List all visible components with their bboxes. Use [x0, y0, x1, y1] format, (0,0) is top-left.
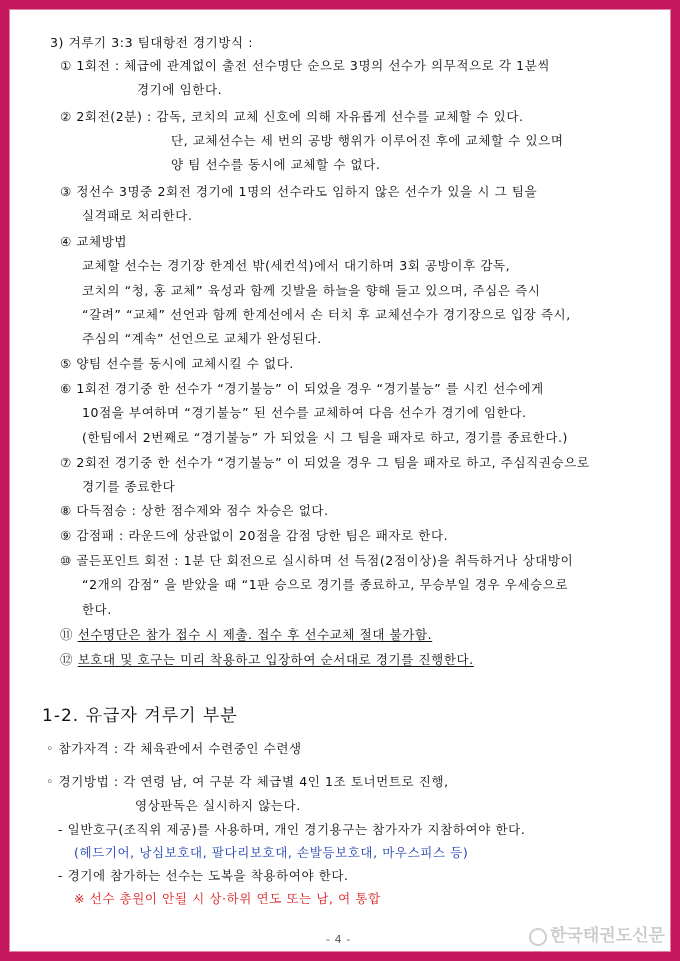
rule-4-title: ④ 교체방법 [60, 234, 128, 249]
qualification: ◦ 참가자격 : 각 체육관에서 수련중인 수련생 [46, 741, 302, 756]
rule-5: ⑤ 양팀 선수를 동시에 교체시킬 수 없다. [60, 356, 294, 371]
detail-1: - 일반호구(조직위 제공)를 사용하며, 개인 경기용구는 참가자가 지참하여야 한다. [58, 822, 526, 837]
rule-10-line-2: “2개의 감점” 을 받았을 때 “1판 승으로 경기를 종료하고, 무승부일 경우 우세승으로 [82, 577, 569, 592]
rule-7-line-2: 경기를 종료한다 [82, 479, 176, 494]
rule-3-line-2: 실격패로 처리한다. [82, 208, 193, 223]
note: ※ 선수 총원이 안될 시 상·하위 연도 또는 남, 여 통합 [74, 891, 381, 906]
rule-12-number: ⑫ [60, 652, 74, 667]
rule-1-line-1: ① 1회전 : 체급에 관계없이 출전 선수명단 순으로 3명의 선수가 의무적으로 각 1분씩 [60, 58, 551, 73]
rule-12-text: 보호대 및 호구는 미리 착용하고 입장하여 순서대로 경기를 진행한다. [77, 652, 474, 667]
rule-8: ⑧ 다득점승 : 상한 점수제와 점수 차승은 없다. [60, 503, 329, 518]
rule-10-line-3: 한다. [82, 602, 112, 617]
rule-4-line-4: 주심의 “계속” 선언으로 교체가 완성된다. [82, 331, 322, 346]
rule-2-line-1: ② 2회전(2분) : 감독, 코치의 교체 신호에 의해 자유롭게 선수를 교체할 수 있다. [60, 109, 524, 124]
rule-2-line-3: 양 팀 선수를 동시에 교체할 수 없다. [171, 157, 381, 172]
rule-4-line-2: 코치의 “청, 홍 교체” 육성과 함께 깃발을 하늘을 향해 들고 있으며, 주심은 즉시 [82, 283, 541, 298]
rule-7-line-1: ⑦ 2회전 경기중 한 선수가 “경기불능” 이 되었을 경우 그 팀을 패자로 하고, 주심직권승으로 [60, 455, 590, 470]
rule-3-line-1: ③ 정선수 3명중 2회전 경기에 1명의 선수라도 임하지 않은 선수가 있을 시 그 팀을 [60, 184, 538, 199]
rule-4-line-3: “갈려” “교체” 선언과 함께 한계선에서 손 터치 후 교체선수가 경기장으로 입장 즉시, [82, 307, 571, 322]
rule-9: ⑨ 감점패 : 라운드에 상관없이 20점을 감점 당한 팀은 패자로 한다. [60, 528, 449, 543]
rule-11-text: 선수명단은 참가 접수 시 제출. 접수 후 선수교체 절대 불가함. [77, 627, 433, 642]
section3-title: 3) 겨루기 3:3 팀대항전 경기방식 : [50, 35, 254, 50]
method-line-1: ◦ 경기방법 : 각 연령 남, 여 구분 각 체급별 4인 1조 토너먼트로 진행, [46, 774, 449, 789]
section-heading: 1-2. 유급자 겨루기 부분 [42, 706, 238, 726]
page-number: - 4 - [326, 933, 351, 946]
rule-11 [60, 627, 432, 643]
detail-2: - 경기에 참가하는 선수는 도복을 착용하여야 한다. [58, 868, 349, 883]
detail-1-equipment: (헤드기어, 낭심보호대, 팔다리보호대, 손발등보호대, 마우스피스 등) [74, 845, 469, 860]
rule-1-line-2: 경기에 임한다. [137, 82, 223, 97]
method-line-2: 영상판독은 실시하지 않는다. [135, 798, 301, 813]
watermark-logo-icon [529, 928, 547, 946]
rule-6-line-3: (한팀에서 2번째로 “경기불능” 가 되었을 시 그 팀을 패자로 하고, 경기를 종료한다.) [82, 430, 569, 445]
rule-6-line-1: ⑥ 1회전 경기중 한 선수가 “경기불능” 이 되었을 경우 “경기불능” 를 시킨 선수에게 [60, 381, 544, 396]
rule-4-line-1: 교체할 선수는 경기장 한계선 밖(세컨석)에서 대기하며 3회 공방이후 감독, [82, 258, 511, 273]
rule-10-line-1: ⑩ 골든포인트 회전 : 1분 단 회전으로 실시하며 선 득점(2점이상)을 취득하거나 상대방이 [60, 553, 574, 568]
rule-11-number: ⑪ [60, 627, 74, 642]
rule-12 [60, 652, 474, 668]
rule-6-line-2: 10점을 부여하며 “경기불능” 된 선수를 교체하여 다음 선수가 경기에 임한다. [82, 405, 527, 420]
rule-2-line-2: 단, 교체선수는 세 번의 공방 행위가 이루어진 후에 교체할 수 있으며 [171, 133, 564, 148]
watermark: 한국태권도신문 [550, 926, 665, 946]
